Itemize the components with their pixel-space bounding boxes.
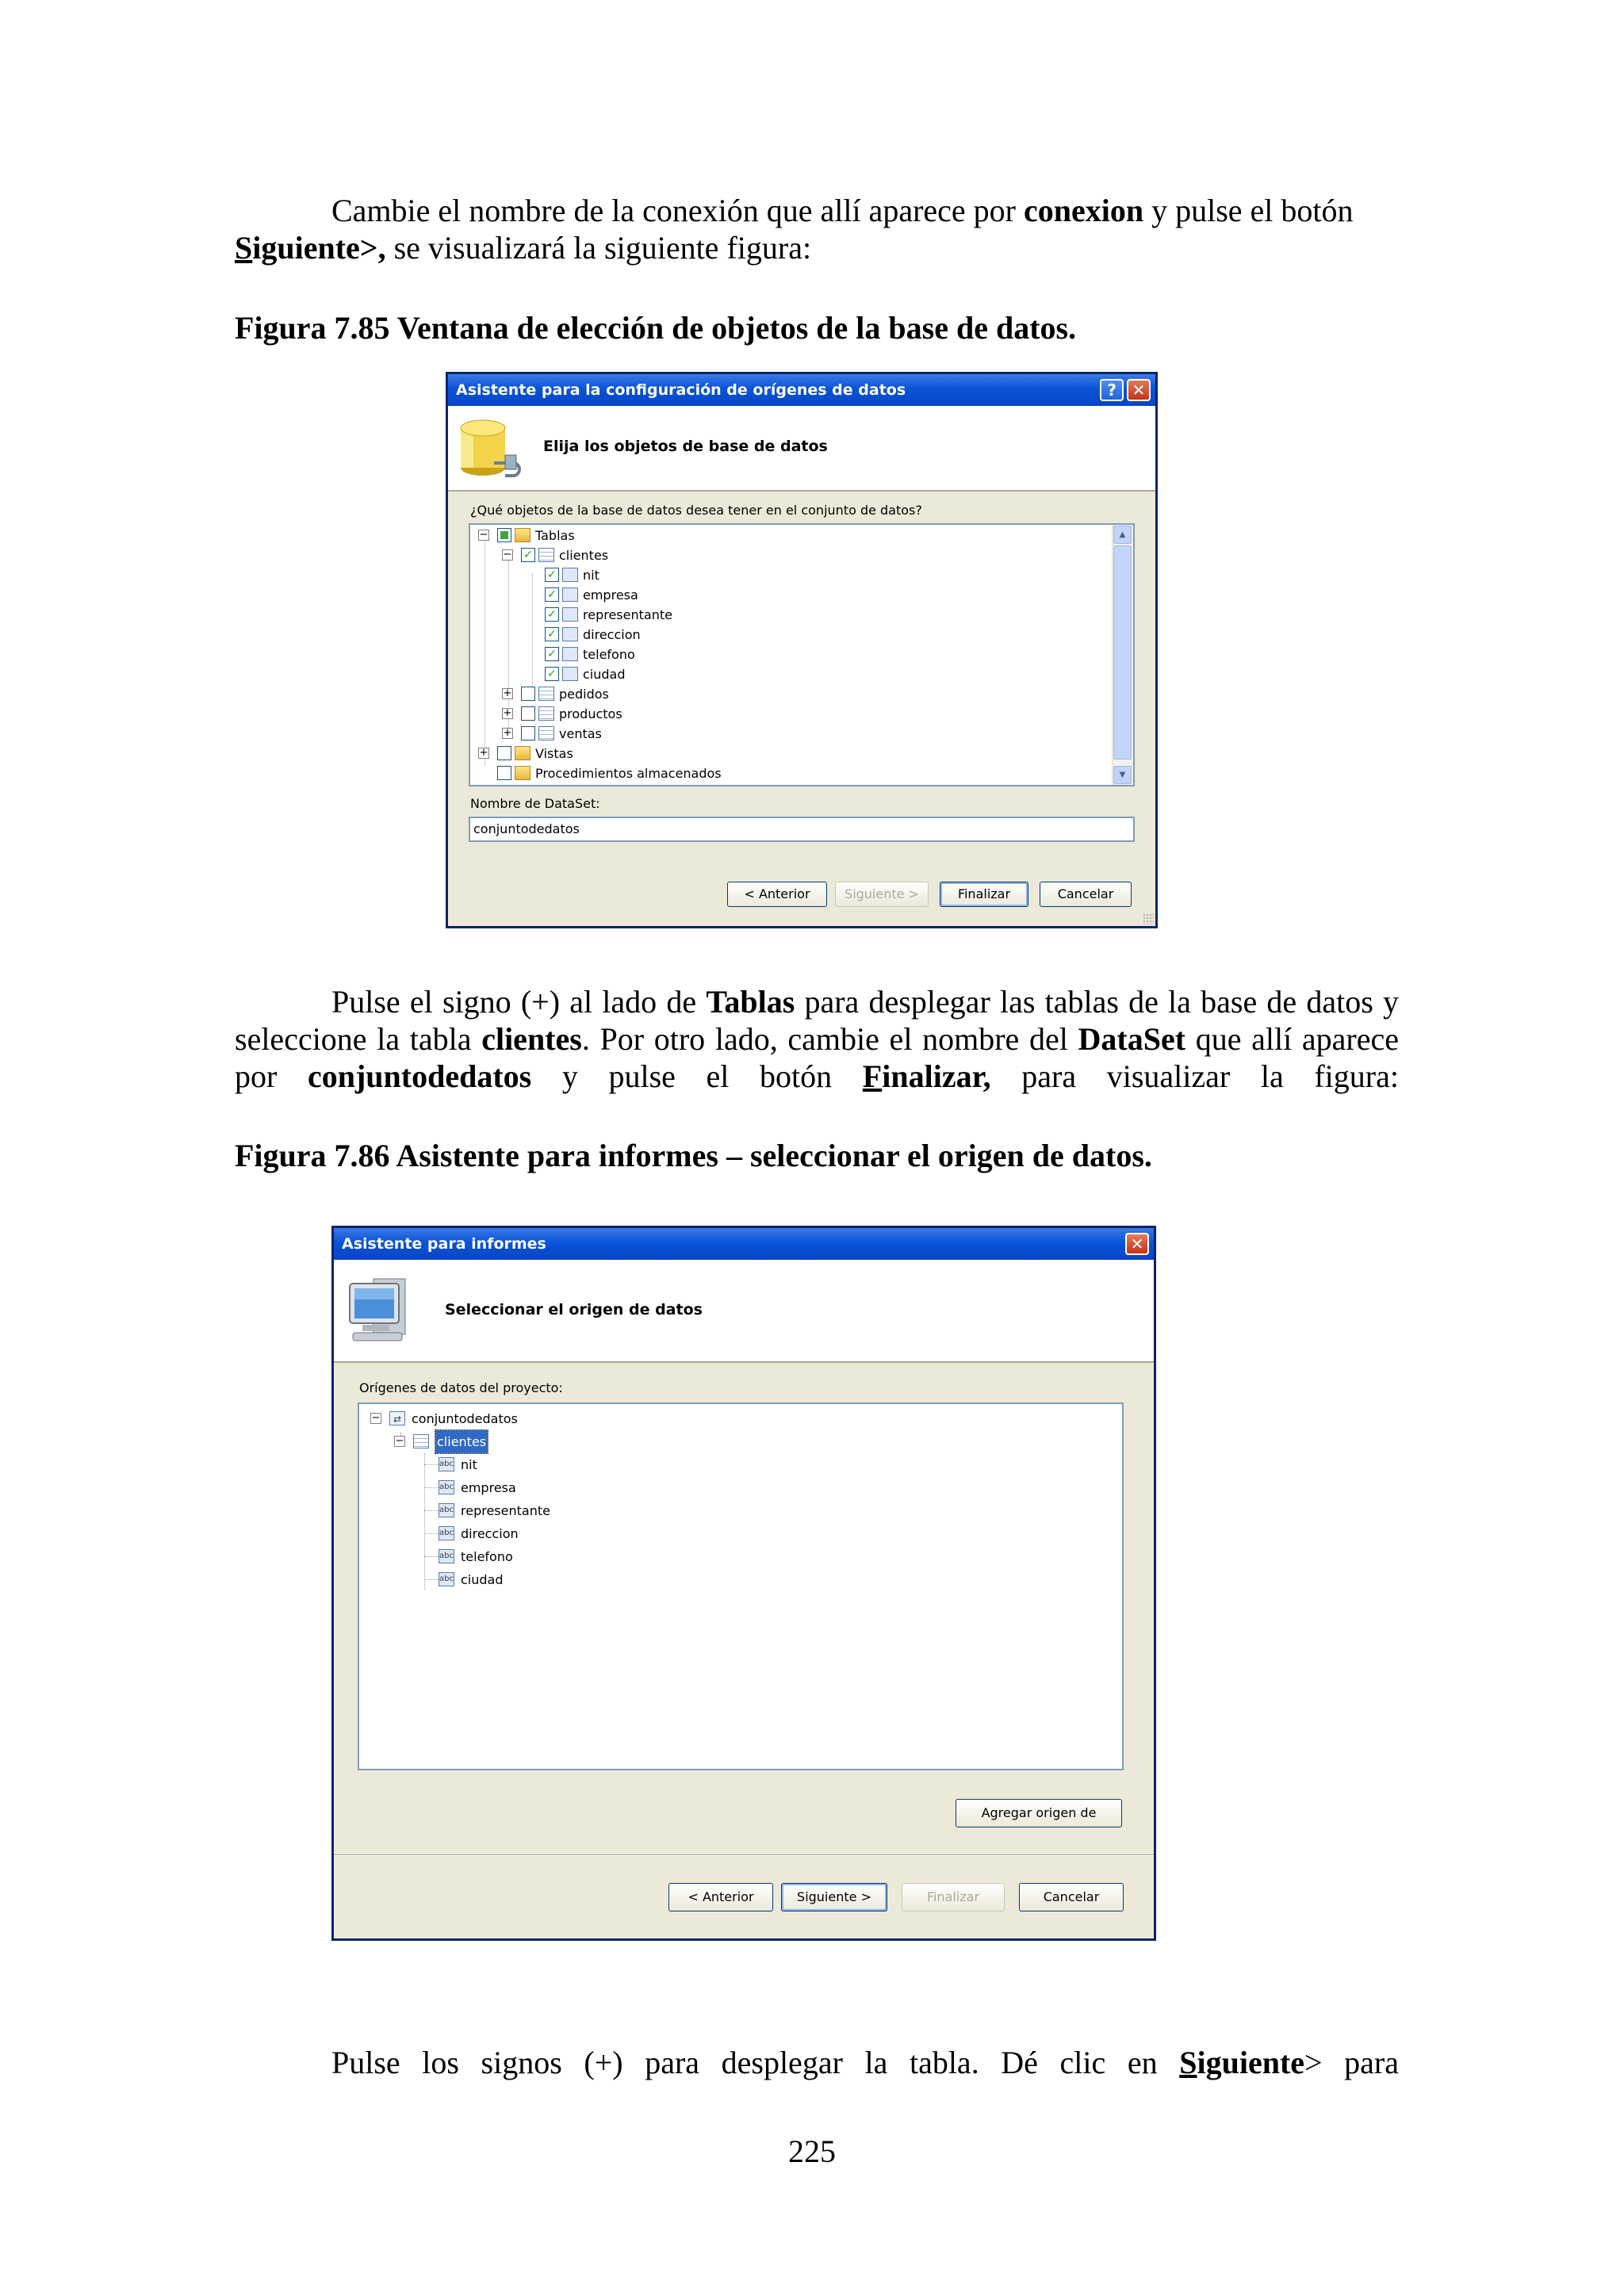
table-icon [538,548,554,562]
header-title: Seleccionar el origen de datos [445,1301,703,1318]
collapse-icon[interactable]: − [503,549,512,561]
text: Pulse los signos (+) para desplegar la tabla. Dé clic en [331,2045,1180,2080]
page-number: 225 [788,2133,836,2169]
text: y pulse el botón [531,1058,863,1094]
text: Pulse el signo (+) al lado de [331,984,707,1020]
tree-node-column[interactable] [526,645,922,664]
tree-label: telefono [583,647,635,662]
tree-node-ventas[interactable] [502,724,978,744]
scroll-up-icon[interactable]: ▲ [1113,526,1132,544]
bold-text: DataSet [1078,1021,1186,1057]
dataset-name-input[interactable]: conjuntodedatos [469,817,1135,842]
anterior-button[interactable]: < Anterior [727,882,827,907]
tree-node-vistas[interactable] [478,744,954,763]
header-panel [448,406,1155,492]
bold-text [235,230,386,266]
siguiente-button[interactable]: Siguiente > [835,882,929,907]
text: iguiente [1197,2045,1305,2080]
close-button[interactable]: ✕ [1125,1233,1149,1255]
checkbox-checked[interactable]: ✓ [545,587,559,602]
tree-line [424,1510,439,1511]
folder-icon [515,766,530,780]
resize-grip[interactable] [1143,913,1154,924]
cancelar-button[interactable]: Cancelar [1019,1883,1124,1911]
column-icon: abc [439,1480,454,1494]
checkbox-unchecked[interactable] [521,726,535,740]
paragraph-2 [235,983,1399,1095]
add-datasource-button[interactable]: Agregar origen de [956,1799,1122,1827]
table-icon [413,1434,429,1448]
tree-label: nit [461,1457,477,1472]
tree-node-tablas[interactable] [478,526,954,545]
column-icon: abc [439,1526,454,1540]
underlined-text: F [862,1058,883,1094]
checkbox-unchecked[interactable] [521,687,535,701]
paragraph-1 [235,192,1399,266]
tree-line [424,1579,439,1580]
tree-line [424,1556,439,1557]
tree-label: empresa [583,587,638,603]
close-button[interactable]: ✕ [1127,379,1151,401]
tree-node-column[interactable] [526,585,922,605]
text: iguiente>, [252,230,386,266]
column-icon: abc [439,1572,454,1586]
tree-line [424,1453,425,1590]
title-bar [448,374,1155,406]
database-icon [458,417,527,482]
table-icon [538,726,554,740]
text: Cambie el nombre de la conexión que allí aparece por [331,193,1024,228]
tree-line [424,1464,439,1465]
tree-node-column[interactable] [439,1545,835,1568]
column-icon [562,667,578,681]
expand-icon[interactable]: + [503,707,512,719]
header-title: Elija los objetos de base de datos [543,438,828,455]
text: se visualizará la siguiente figura: [385,230,812,266]
tree-label: Tablas [535,528,575,543]
datasources-tree[interactable] [358,1402,1124,1770]
scroll-thumb[interactable] [1113,545,1132,760]
bold-text: clientes [481,1021,582,1057]
tree-node-productos[interactable] [502,704,978,724]
text: y pulse el botón [1143,193,1354,228]
bold-text [1179,2045,1304,2080]
tree-node-column[interactable] [439,1522,835,1545]
column-icon [562,607,578,622]
column-icon: abc [439,1503,454,1517]
tree-label: ventas [559,726,602,741]
checkbox-checked[interactable]: ✓ [545,647,559,661]
bold-text: conjuntodedatos [307,1058,532,1094]
underlined-text: S [1179,2045,1197,2080]
folder-icon [515,746,530,760]
figure-caption-1: Figura 7.85 Ventana de elección de objetos de la base de datos. [235,310,1077,346]
text: para visualizar la figura: [990,1058,1399,1094]
column-icon [562,587,578,602]
text: para desplegar las tablas de la base de datos y seleccione la tabla [235,984,1399,1057]
bold-text: Tablas [706,984,795,1020]
bold-text [863,1058,991,1094]
collapse-icon[interactable]: − [371,1412,381,1424]
dataset-icon: ⇄ [389,1411,405,1425]
tree-label: Procedimientos almacenados [535,766,722,781]
datasource-config-dialog [446,372,1158,928]
anterior-button[interactable]: < Anterior [668,1883,773,1911]
finalizar-button[interactable]: Finalizar [902,1883,1005,1911]
collapse-icon[interactable]: − [479,529,488,541]
dialog-title: Asistente para informes [342,1235,546,1253]
text: > para [1304,2045,1400,2080]
checkbox-checked[interactable]: ✓ [545,667,559,681]
tree-label: pedidos [559,687,609,702]
expand-icon[interactable]: + [503,727,512,739]
dataset-name-label: Nombre de DataSet: [470,796,600,811]
siguiente-button[interactable]: Siguiente > [781,1883,887,1911]
tree-label: direccion [461,1526,519,1541]
tree-node-clientes[interactable] [394,1430,870,1453]
expand-icon[interactable]: + [503,687,512,699]
tree-node-procedimientos[interactable] [478,763,1033,783]
tree-node-column[interactable] [439,1568,835,1591]
sources-label: Orígenes de datos del proyecto: [359,1380,563,1395]
tree-node-column[interactable] [526,565,922,585]
table-icon [538,687,554,701]
tree-label: ciudad [583,667,626,682]
tree-node-pedidos[interactable] [502,684,978,704]
vertical-scrollbar[interactable] [1112,525,1133,785]
tree-label: conjuntodedatos [412,1411,518,1426]
column-icon: abc [439,1549,454,1563]
figure-caption-2: Figura 7.86 Asistente para informes – seleccionar el origen de datos. [235,1138,1152,1173]
separator [334,1854,1154,1856]
tree-node-dataset[interactable] [370,1407,846,1430]
column-icon [562,568,578,582]
tree-node-column[interactable] [439,1476,835,1499]
bold-text: conexion [1023,193,1144,228]
tree-label: nit [583,568,599,583]
help-button[interactable]: ? [1100,379,1124,401]
header-panel [334,1260,1154,1363]
checkbox-checked[interactable]: ✓ [521,548,535,562]
finalizar-button[interactable]: Finalizar [940,882,1028,907]
column-icon [562,627,578,641]
report-wizard-dialog [331,1226,1156,1941]
tree-label: representante [583,607,672,622]
expand-icon[interactable]: + [479,747,488,759]
cancelar-button[interactable]: Cancelar [1040,882,1132,907]
text: inalizar, [882,1058,991,1094]
checkbox-checked[interactable]: ✓ [545,607,559,622]
paragraph-3 [235,2044,1399,2081]
underlined-text: S [235,230,253,266]
tree-label: telefono [461,1549,513,1564]
checkbox-unchecked[interactable] [521,706,535,721]
tree-node-column[interactable] [526,625,922,645]
checkbox-unchecked[interactable] [497,766,511,780]
checkbox-partial[interactable] [497,528,511,542]
checkbox-unchecked[interactable] [497,746,511,760]
question-label: ¿Qué objetos de la base de datos desea tener en el conjunto de datos? [470,503,922,518]
objects-tree[interactable] [469,523,1135,786]
tree-line [424,1533,439,1534]
tree-node-column[interactable] [526,605,922,625]
table-icon [538,706,554,721]
column-icon [562,647,578,661]
checkbox-checked[interactable]: ✓ [545,568,559,582]
tree-node-clientes[interactable] [502,545,978,565]
tree-label: ciudad [461,1572,504,1587]
text: que allí aparece por [235,1021,1400,1094]
scroll-down-icon[interactable]: ▼ [1113,766,1132,784]
tree-node-column[interactable] [439,1453,835,1476]
tree-label: empresa [461,1480,516,1495]
tree-label: clientes [559,548,609,563]
tree-label: representante [461,1503,550,1518]
folder-icon [515,528,530,542]
tree-node-column[interactable] [526,664,922,684]
tree-label: Vistas [535,746,573,761]
title-bar [334,1228,1154,1260]
tree-label: productos [559,706,622,721]
tree-label-selected: clientes [435,1430,488,1453]
dialog-title: Asistente para la configuración de orígenes de datos [456,381,906,399]
column-icon: abc [439,1457,454,1471]
computer-icon [345,1274,424,1347]
tree-label: direccion [583,627,641,642]
collapse-icon[interactable]: − [395,1435,404,1447]
tree-line [424,1487,439,1488]
text: . Por otro lado, cambie el nombre del [581,1021,1078,1057]
checkbox-checked[interactable]: ✓ [545,627,559,641]
tree-node-column[interactable] [439,1499,835,1522]
